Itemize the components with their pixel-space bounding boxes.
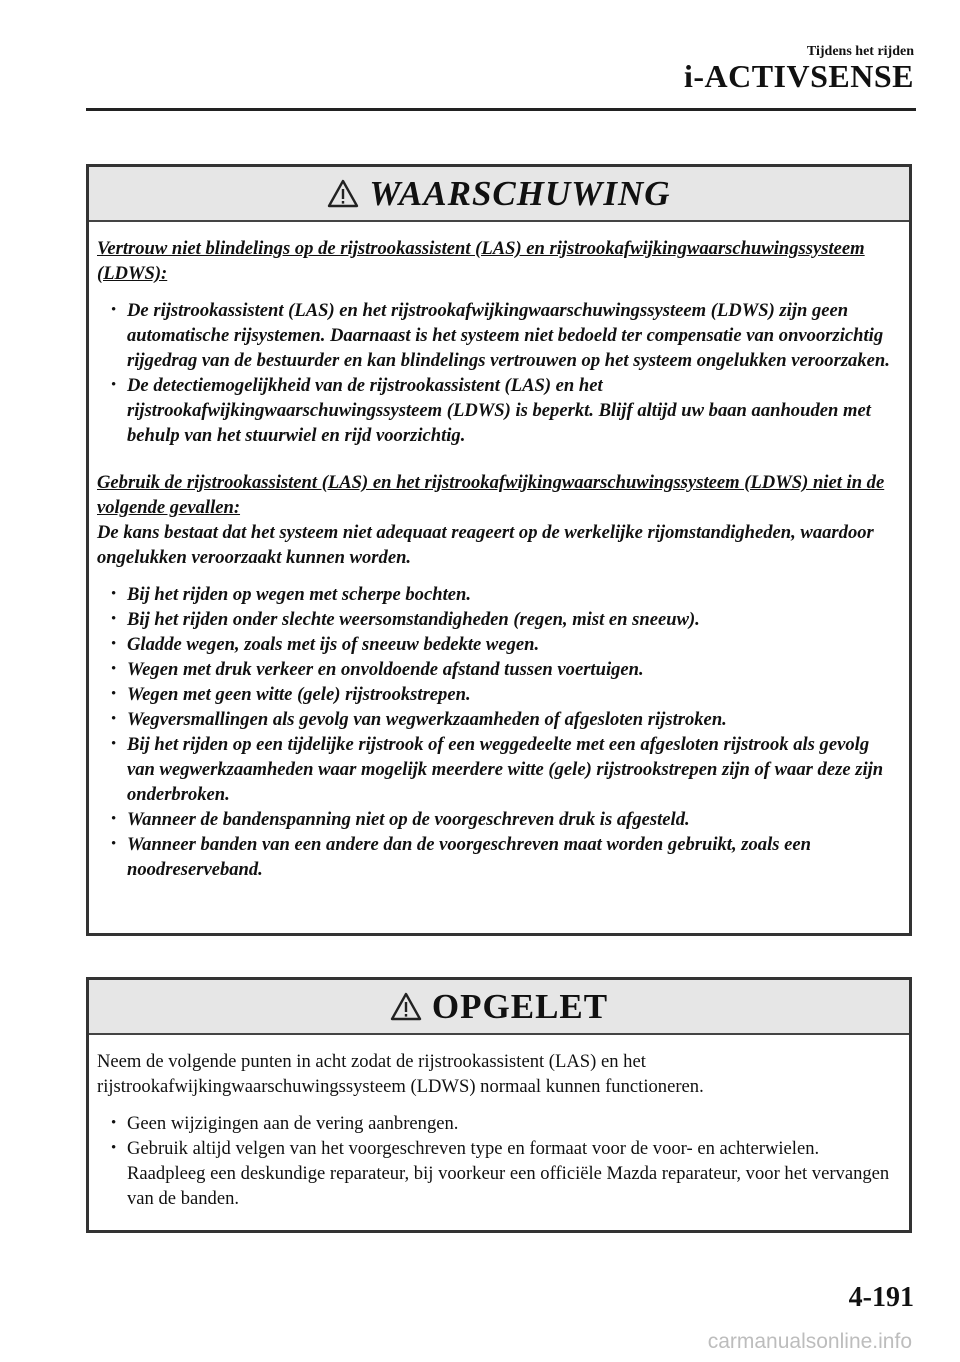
caution-body	[89, 1035, 909, 1211]
list-item: • Wegen met geen witte (gele) rijstrookstrepen.	[97, 682, 899, 707]
list-item: • Wanneer de bandenspanning niet op de voorgeschreven druk is afgesteld.	[97, 807, 899, 832]
list-item: • Wanneer banden van een andere dan de voorgeschreven maat worden gebruikt, zoals een noodreserveband.	[97, 832, 899, 882]
caution-header	[89, 980, 909, 1035]
caution-box	[86, 977, 912, 1233]
caution-heading: OPGELET	[431, 986, 609, 1026]
page-number: 4-191	[848, 1282, 914, 1313]
list-item: • Wegversmallingen als gevolg van wegwerkzaamheden of afgesloten rijstroken.	[97, 707, 899, 732]
list-item: • Bij het rijden op een tijdelijke rijstrook of een weggedeelte met een afgesloten rijstrook als gevolg van wegwerkzaamheden waar mogelijk meerdere witte (gele) rijstrookstrepen zijn of waar deze zijn onderbroken.	[97, 732, 899, 807]
watermark: carmanualsonline.info	[707, 1330, 912, 1353]
warning-section-text: De kans bestaat dat het systeem niet adequaat reageert op de werkelijke rijomstandigheden, waardoor ongelukken veroorzaakt kunnen worden.	[97, 522, 874, 568]
warning-header	[89, 167, 909, 222]
warning-heading: WAARSCHUWING	[369, 173, 671, 213]
warning-section-heading: Gebruik de rijstrookassistent (LAS) en het rijstrookafwijkingwaarschuwingssysteem (LDWS) niet in de volgende gevallen:	[97, 472, 885, 518]
section-label: Tijdens het rijden	[806, 44, 914, 59]
warning-body	[89, 222, 909, 882]
warning-triangle-icon	[390, 992, 422, 1022]
header-divider	[86, 108, 916, 111]
warning-list-2	[97, 582, 899, 882]
caution-list	[97, 1111, 899, 1211]
warning-intro-heading: Vertrouw niet blindelings op de rijstrookassistent (LAS) en rijstrookafwijkingwaarschuwingssysteem (LDWS):	[97, 238, 865, 284]
list-item: • De detectiemogelijkheid van de rijstrookassistent (LAS) en het rijstrookafwijkingwaarschuwingssysteem (LDWS) is beperkt. Blijf altijd uw baan aanhouden met behulp van het stuurwiel en rijd voorzichtig.	[97, 373, 899, 448]
page-title: i-ACTIVSENSE	[683, 58, 914, 94]
list-item: • De rijstrookassistent (LAS) en het rijstrookafwijkingwaarschuwingssysteem (LDWS) zijn geen automatische rijsystemen. Daarnaast is het systeem niet bedoeld ter compensatie van onvoorzichtig rijgedrag van de bestuurder en kan blindelings vertrouwen op het systeem ongelukken veroorzaken.	[97, 298, 899, 373]
list-item: • Bij het rijden onder slechte weersomstandigheden (regen, mist en sneeuw).	[97, 607, 899, 632]
warning-triangle-icon	[327, 179, 359, 209]
caution-intro: Neem de volgende punten in acht zodat de rijstrookassistent (LAS) en het rijstrookafwijkingwaarschuwingssysteem (LDWS) normaal kunnen functioneren.	[97, 1051, 704, 1097]
list-item: • Geen wijzigingen aan de vering aanbrengen.	[97, 1111, 899, 1136]
list-item: • Wegen met druk verkeer en onvoldoende afstand tussen voertuigen.	[97, 657, 899, 682]
list-item: • Gebruik altijd velgen van het voorgeschreven type en formaat voor de voor- en achterwielen. Raadpleeg een deskundige reparateur, bij voorkeur een officiële Mazda reparateur, voor het vervangen van de banden.	[97, 1136, 899, 1211]
list-item: • Bij het rijden op wegen met scherpe bochten.	[97, 582, 899, 607]
list-item: • Gladde wegen, zoals met ijs of sneeuw bedekte wegen.	[97, 632, 899, 657]
warning-list-1	[97, 298, 899, 448]
warning-box	[86, 164, 912, 936]
